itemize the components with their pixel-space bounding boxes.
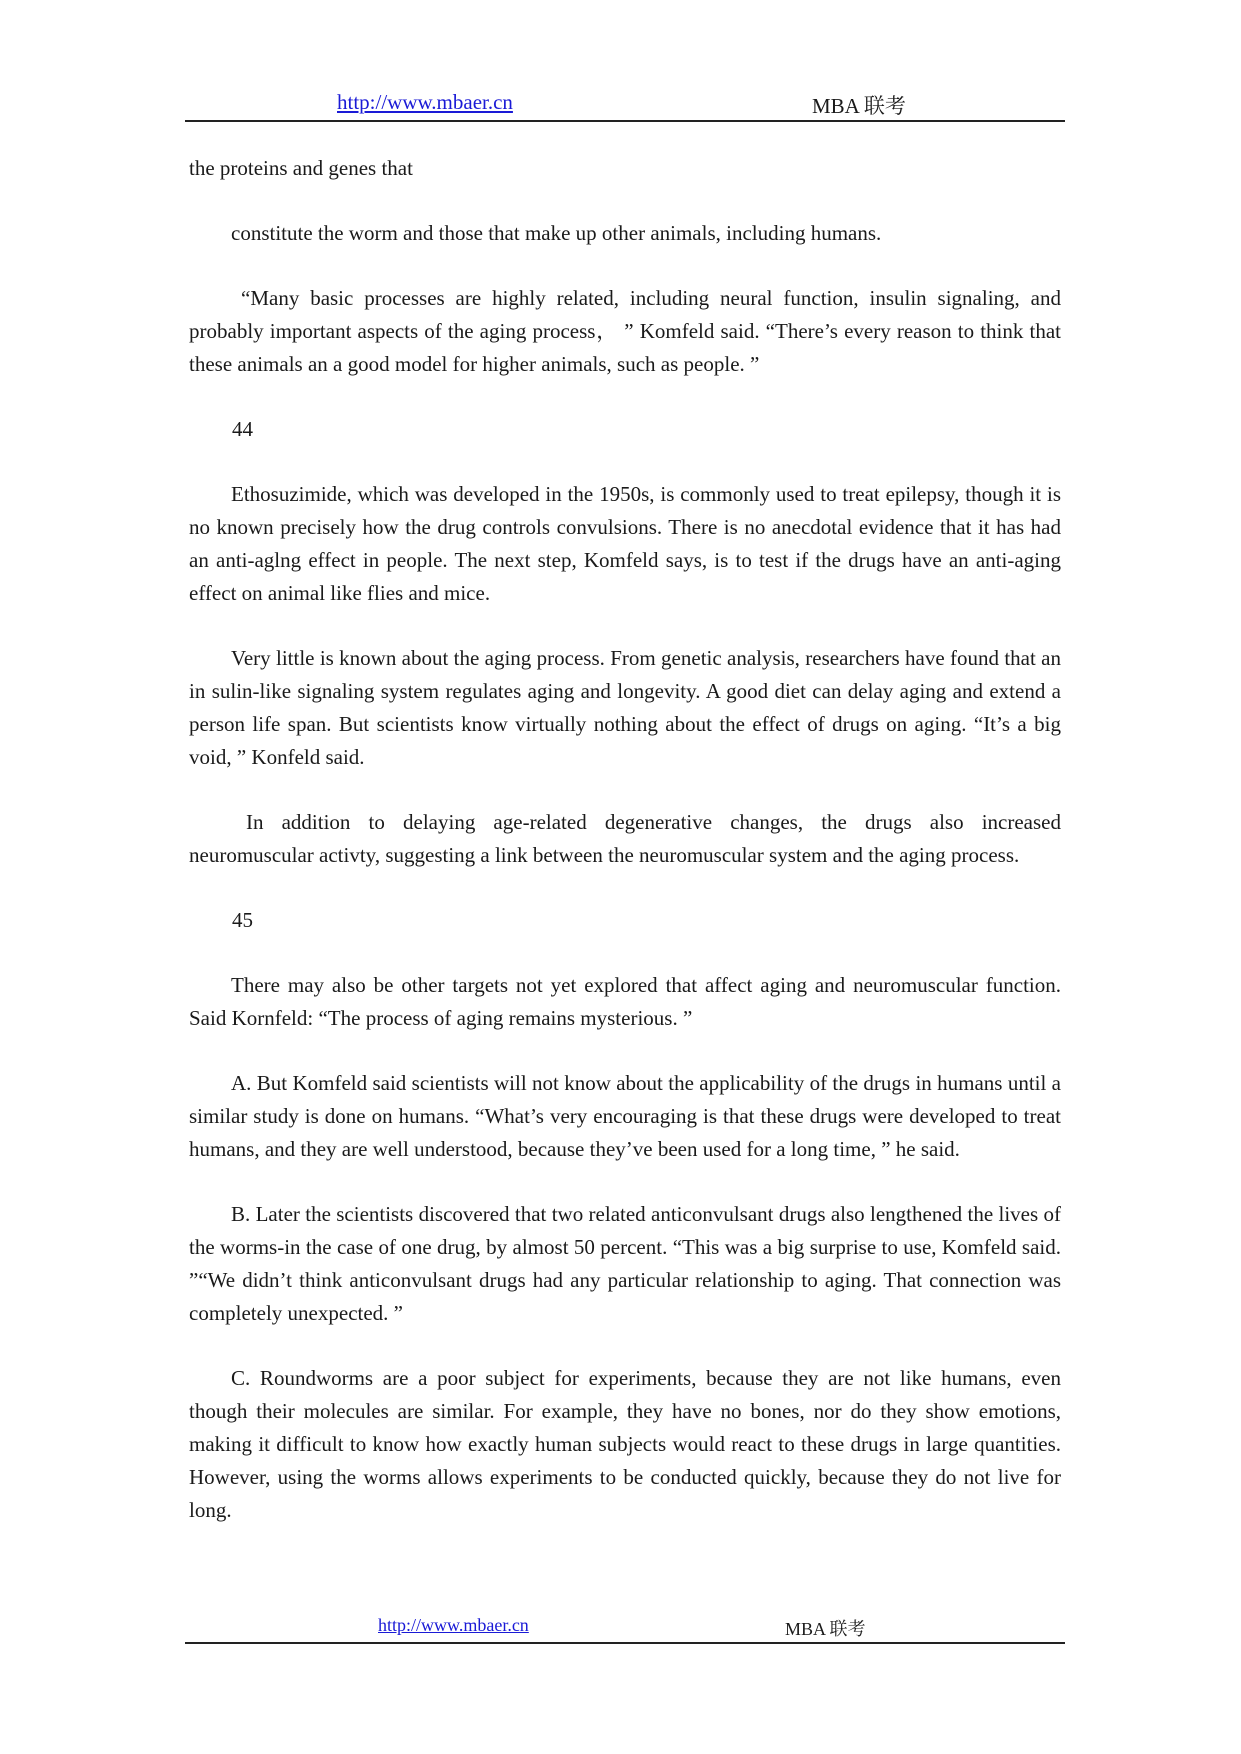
paragraph-fragment: the proteins and genes that	[189, 156, 413, 180]
page-footer	[185, 1614, 1065, 1644]
footer-brand: MBA 联考	[785, 1619, 866, 1639]
question-number-44: 44	[232, 417, 253, 441]
footer-link[interactable]: http://www.mbaer.cn	[378, 1615, 529, 1635]
paragraph-quote-komfeld: “Many basic processes are highly related, including neural function, insulin signaling, and probably important aspects of the aging process， ” Komfeld said. “There’s every reason to think that these animals an a good model for higher animals, such as people. ”	[189, 286, 1061, 376]
paragraph-aging-process: Very little is known about the aging process. From genetic analysis, researchers have found that an in sulin-like signaling system regulates aging and longevity. A good diet can delay aging and extend a person life span. But scientists know virtually nothing about the effect of drugs on aging. “It’s a big void, ” Konfeld said.	[189, 646, 1061, 769]
option-c: C. Roundworms are a poor subject for experiments, because they are not like humans, even though their molecules are similar. For example, they have no bones, nor do they show emotions, making it difficult to know how exactly human subjects would react to these drugs in large quantities. However, using the worms allows experiments to be conducted quickly, because they do not live for long.	[189, 1366, 1061, 1522]
paragraph-continuation: constitute the worm and those that make up other animals, including humans.	[231, 221, 882, 245]
paragraph-other-targets: There may also be other targets not yet explored that affect aging and neuromuscular function. Said Kornfeld: “The process of aging remains mysterious. ”	[189, 973, 1061, 1030]
option-a: A. But Komfeld said scientists will not know about the applicability of the drugs in humans until a similar study is done on humans. “What’s very encouraging is that these drugs were developed to treat humans, and they are well understood, because they’ve been used for a long time, ” he said.	[189, 1071, 1061, 1161]
question-number-45: 45	[232, 908, 253, 932]
document-body	[189, 152, 1061, 1559]
paragraph-ethosuzimide: Ethosuzimide, which was developed in the 1950s, is commonly used to treat epilepsy, though it is no known precisely how the drug controls convulsions. There is no anecdotal evidence that it has had an anti-aglng effect in people. The next step, Komfeld says, is to test if the drugs have an anti-aging effect on animal like flies and mice.	[189, 482, 1061, 605]
paragraph-neuromuscular: In addition to delaying age-related degenerative changes, the drugs also increased neuromuscular activty, suggesting a link between the neuromuscular system and the aging process.	[189, 810, 1061, 867]
page-header	[185, 86, 1065, 122]
header-brand: MBA 联考	[812, 94, 906, 118]
option-b: B. Later the scientists discovered that two related anticonvulsant drugs also lengthened the lives of the worms-in the case of one drug, by almost 50 percent. “This was a big surprise to use, Komfeld said. ”“We didn’t think anticonvulsant drugs had any particular relationship to aging. That connection was completely unexpected. ”	[189, 1202, 1061, 1325]
header-link[interactable]: http://www.mbaer.cn	[337, 90, 513, 114]
